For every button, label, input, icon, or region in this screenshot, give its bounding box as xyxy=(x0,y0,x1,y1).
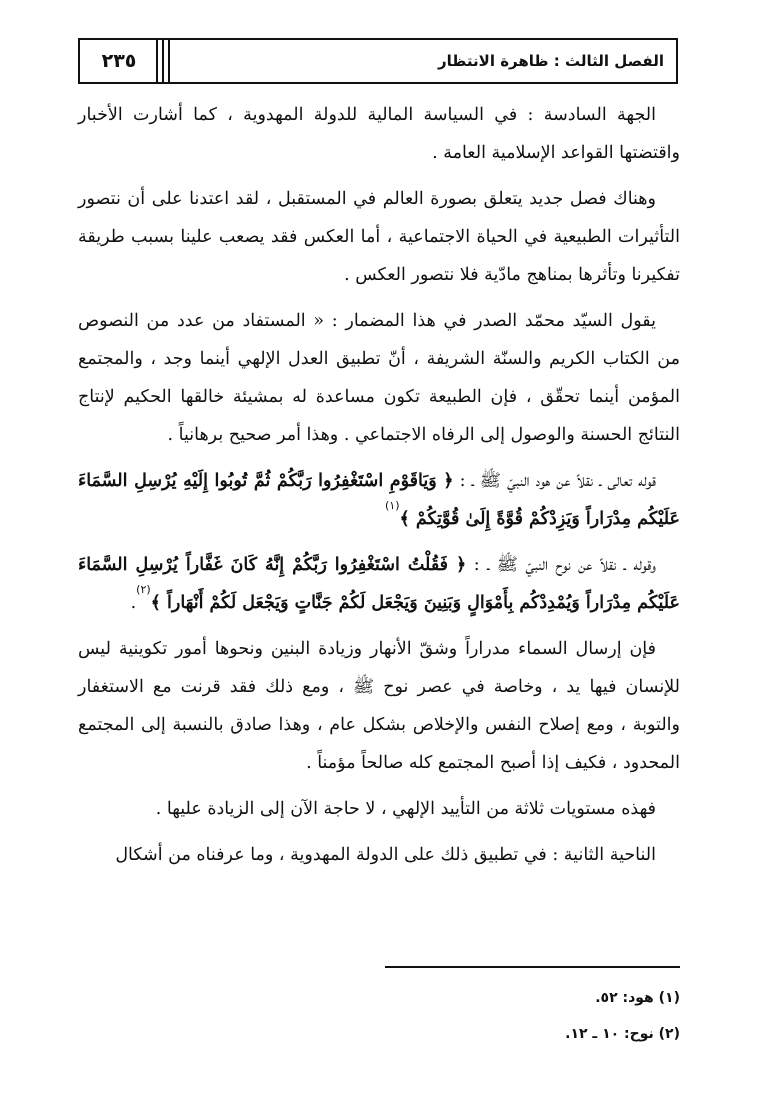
footnote-marker: (١) xyxy=(384,499,400,512)
paragraph: وهناك فصل جديد يتعلق بصورة العالم في المستقبل ، لقد اعتدنا على أن نتصور التأثيرات الطبيعية في الحياة الاجتماعية ، أما العكس فقد يصعب علينا بسبب طريقة تفكيرنا وتأثرها بمناهج مادّية فلا نتصور العكس . xyxy=(78,189,680,285)
quote-intro: وقوله ـ نقلاً عن نوح النبيّ ﷺ ـ : xyxy=(473,555,656,575)
paragraph: فإن إرسال السماء مدراراً وشقّ الأنهار وزيادة البنين ونحوها أمور تكوينية ليس للإنسان فيها يد ، وخاصة في عصر نوح ﷺ ، ومع ذلك فقد قرنت مع الاستغفار والتوبة ، ومع إصلاح النفس والإخلاص بشكل عام ، وهذا صادق بالنسبة إلى المجتمع المحدود ، فكيف إذا أصبح المجتمع كله صالحاً مؤمناً . xyxy=(78,639,680,773)
quran-verse: ﴿ فَقُلْتُ اسْتَغْفِرُوا رَبَّكُمْ إِنَّهُ كَانَ غَفَّاراً يُرْسِلِ السَّمَاءَ عَلَيْكُم مِدْرَاراً وَيُمْدِدْكُم بِأَمْوَالٍ وَبَنِينَ وَيَجْعَل لَكُمْ جَنَّاتٍ وَيَجْعَل لَكُمْ أَنْهَاراً ﴾ xyxy=(78,555,680,613)
footnote: (٢) نوح: ١٠ ـ ١٢. xyxy=(565,1026,680,1042)
header-divider xyxy=(168,40,170,82)
footnotes xyxy=(380,980,680,1052)
quran-quote-hud xyxy=(78,462,680,538)
footnote-marker: (٢) xyxy=(136,583,151,596)
paragraph: يقول السيّد محمّد الصدر في هذا المضمار : « المستفاد من عدد من النصوص من الكتاب الكريم والسنّة الشريفة ، أنّ تطبيق العدل الإلهي أينما وجد ، والمجتمع المؤمن أينما تحقّق ، فإن الطبيعة تكون مساعدة له بمشيئة خالقها الحكيم لإنتاج النتائج الحسنة والوصول إلى الرفاه الاجتماعي . وهذا أمر صحيح برهانياً . xyxy=(78,311,680,445)
page-number: ٢٣٥ xyxy=(101,50,137,72)
chapter-title: الفصل الثالث : ظاهرة الانتظار xyxy=(438,52,664,70)
header-divider xyxy=(162,40,164,82)
paragraph: الجهة السادسة : في السياسة المالية للدولة المهدوية ، كما أشارت الأخبار واقتضتها القواعد الإسلامية العامة . xyxy=(78,105,680,163)
header-divider xyxy=(156,40,158,82)
quran-quote-nuh xyxy=(78,546,680,622)
page-body xyxy=(78,96,680,882)
quote-intro: قوله تعالى ـ نقلاً عن هود النبيّ ﷺ ـ : xyxy=(459,471,656,491)
footnote-separator xyxy=(385,966,680,968)
sentence-end: . xyxy=(130,593,137,613)
footnote: (١) هود: ٥٢. xyxy=(595,990,680,1006)
page-header xyxy=(78,38,678,84)
paragraph: فهذه مستويات ثلاثة من التأييد الإلهي ، لا حاجة الآن إلى الزيادة عليها . xyxy=(155,799,656,819)
paragraph: الناحية الثانية : في تطبيق ذلك على الدولة المهدوية ، وما عرفناه من أشكال xyxy=(115,845,656,865)
quran-verse: ﴿ وَيَاقَوْمِ اسْتَغْفِرُوا رَبَّكُمْ ثُمَّ تُوبُوا إِلَيْهِ يُرْسِلِ السَّمَاءَ عَلَيْكُم مِدْرَاراً وَيَزِدْكُمْ قُوَّةً إِلَىٰ قُوَّتِكُمْ ﴾ xyxy=(78,471,680,529)
